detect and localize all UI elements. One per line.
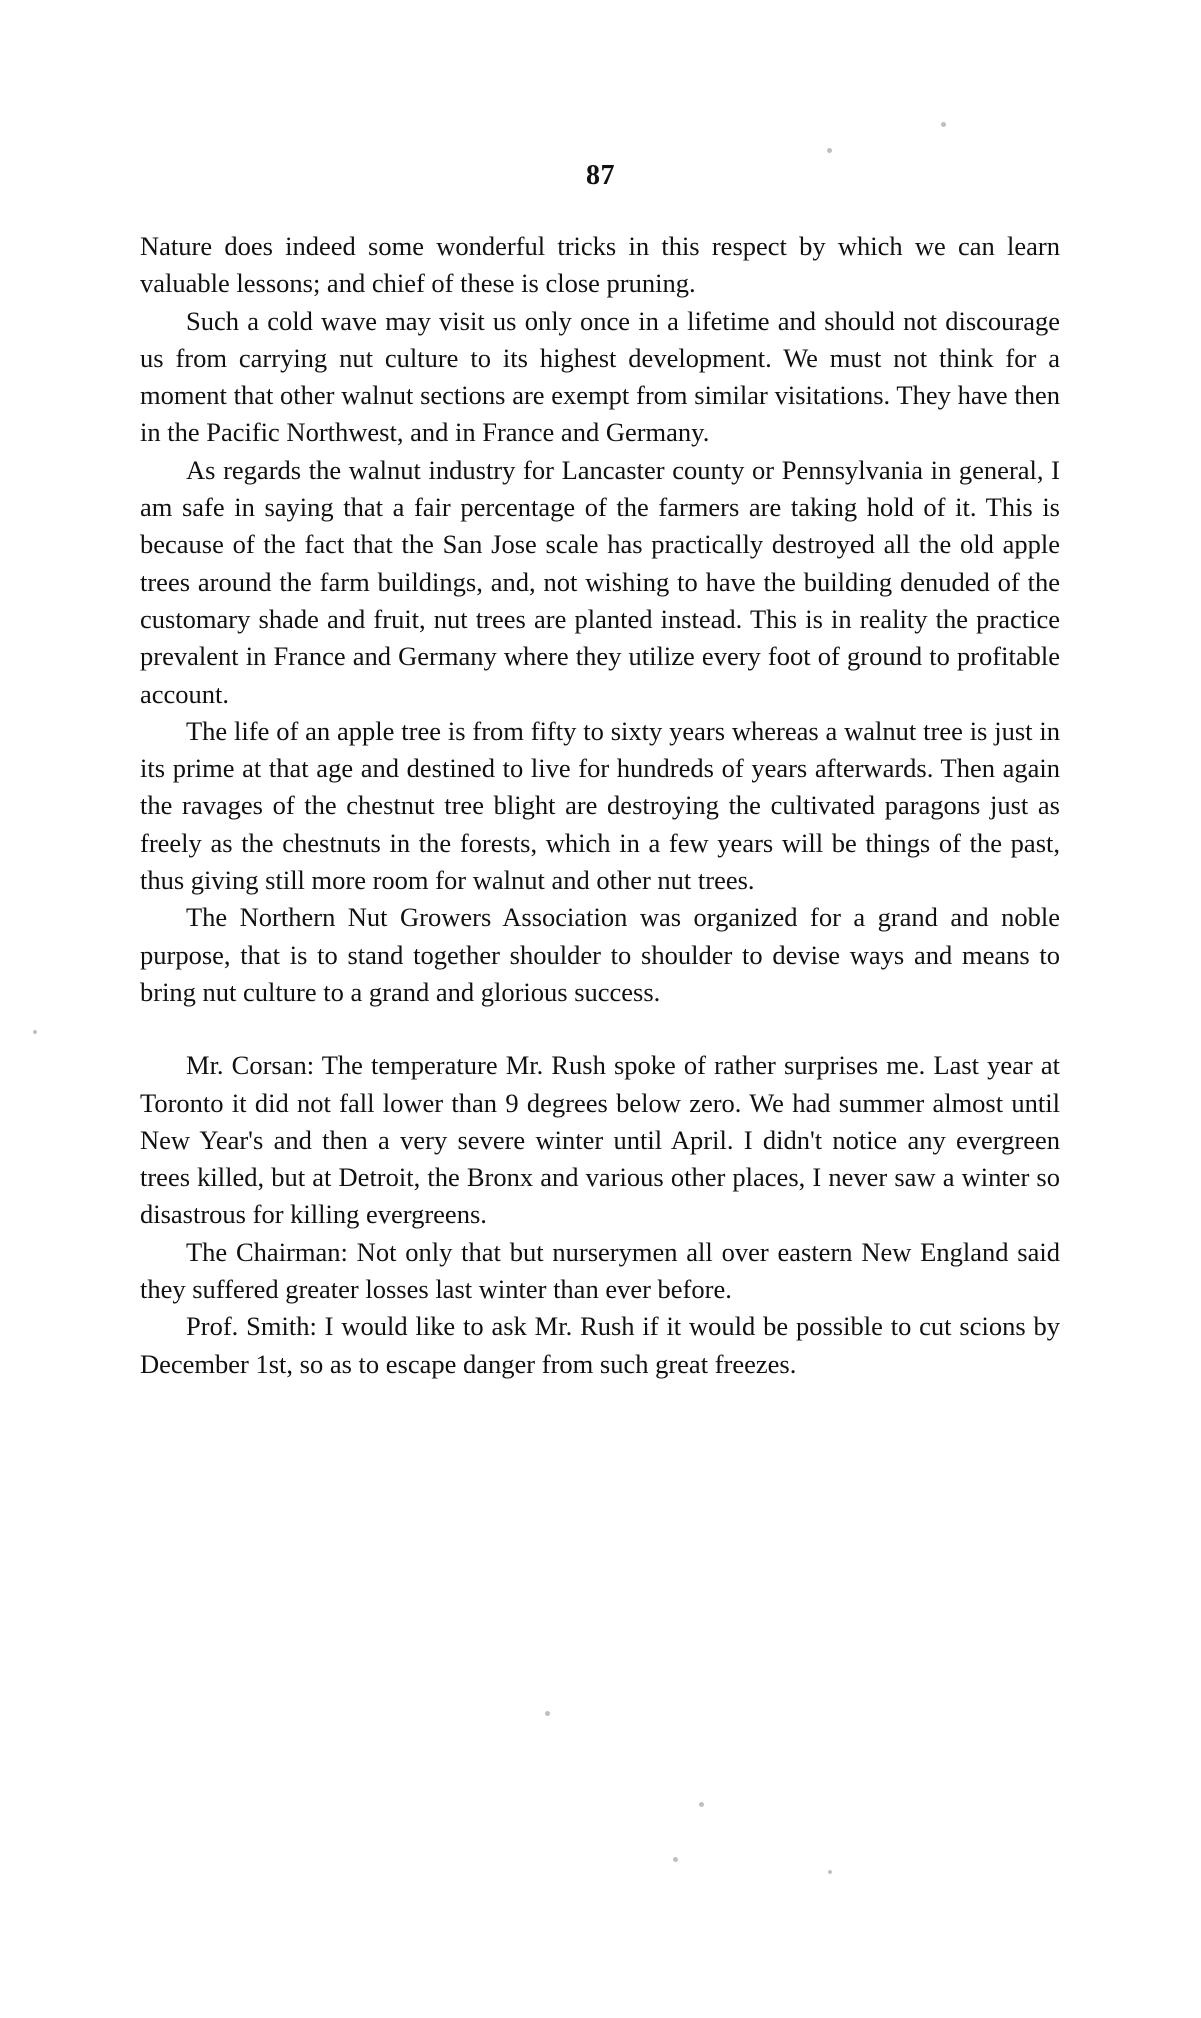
- scan-speck: [673, 1857, 678, 1862]
- scan-speck: [828, 1870, 832, 1874]
- scan-speck: [545, 1711, 550, 1716]
- scan-speck: [941, 122, 946, 127]
- scan-speck: [827, 148, 832, 153]
- paragraph: Nature does indeed some wonderful tricks in this respect by which we can learn valuable lessons; and chief of these is close pruning.: [140, 231, 1060, 299]
- paragraph: The life of an apple tree is from fifty to sixty years whereas a walnut tree is just in its prime at that age and destined to live for hundreds of years afterwards. Then again the ravages of the chestnut tree blight are destroying the cultivated paragons just as freely as the chestnuts in the forests, which in a few years will be things of the past, thus giving still more room for walnut and other nut trees.: [140, 715, 1060, 896]
- scan-speck: [699, 1802, 704, 1807]
- paragraph: Such a cold wave may visit us only once in a lifetime and should not discourage us from carrying nut culture to its highest development. We must not think for a moment that other walnut sections are exempt from similar visitations. They have then in the Pacific Northwest, and in France and Germany.: [140, 305, 1060, 448]
- paragraph: As regards the walnut industry for Lancaster county or Pennsylvania in general, I am safe in saying that a fair percentage of the farmers are taking hold of it. This is because of the fact that the San Jose scale has practically destroyed all the old apple trees around the farm buildings, and, not wishing to have the building denuded of the customary shade and fruit, nut trees are planted instead. This is in reality the practice prevalent in France and Germany where they utilize every foot of ground to profitable account.: [140, 454, 1060, 709]
- document-body: [60, 228, 1140, 1383]
- paragraph: The Chairman: Not only that but nurserymen all over eastern New England said they suffered greater losses last winter than ever before.: [140, 1236, 1060, 1305]
- paragraph: Mr. Corsan: The temperature Mr. Rush spoke of rather surprises me. Last year at Toronto it did not fall lower than 9 degrees below zero. We had summer almost until New Year's and then a very severe winter until April. I didn't notice any evergreen trees killed, but at Detroit, the Bronx and various other places, I never saw a winter so disastrous for killing evergreens.: [140, 1050, 1060, 1230]
- text-column: [140, 228, 1060, 1383]
- paragraph: Prof. Smith: I would like to ask Mr. Rush if it would be possible to cut scions by December 1st, so as to escape danger from such great freezes.: [140, 1311, 1060, 1379]
- page-number: 87: [586, 160, 615, 191]
- paragraph: The Northern Nut Growers Association was organized for a grand and noble purpose, that is to stand together shoulder to shoulder to devise ways and means to bring nut culture to a grand and glorious success.: [140, 902, 1060, 1007]
- scan-speck: [33, 1030, 37, 1034]
